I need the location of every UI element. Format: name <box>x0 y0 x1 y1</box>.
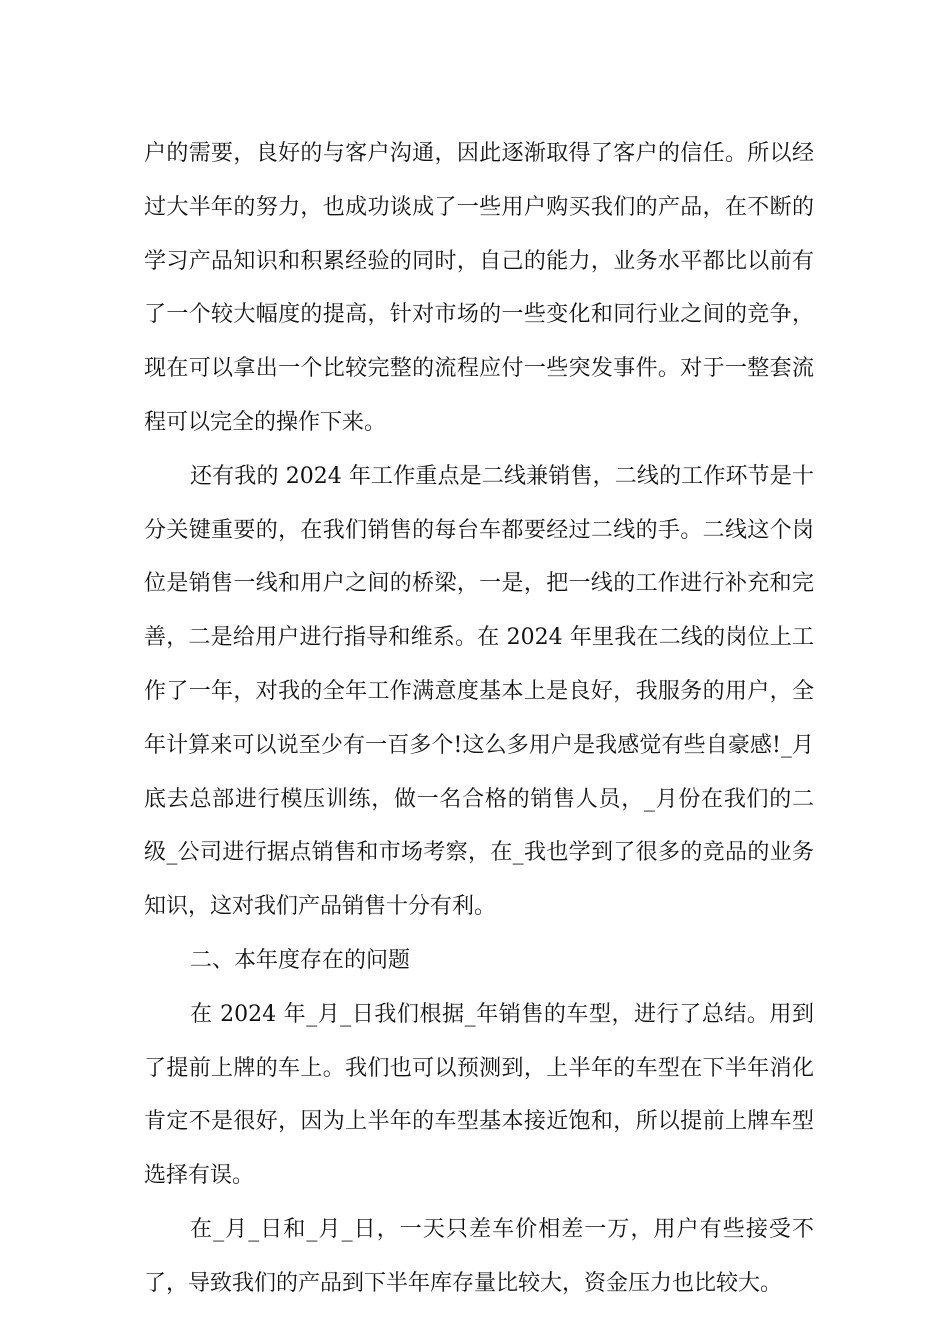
paragraph-second-line-sales: 还有我的 2024 年工作重点是二线兼销售，二线的工作环节是十分关键重要的，在我们销售的每台车都要经过二线的手。二线这个岗位是销售一线和用户之间的桥梁，一是，把一线的工作进行补充和完善，二是给用户进行指导和维系。在 2024 年里我在二线的岗位上工作了一年，对我的全年工作满意度基本上是良好，我服务的用户，全年计算来可以说至少有一百多个!这么多用户是我感觉有些自豪感!_月底去总部进行模压训练，做一名合格的销售人员，_月份在我们的二级_公司进行据点销售和市场考察，在_我也学到了很多的竞品的业务知识，这对我们产品销售十分有利。 <box>144 463 814 920</box>
paragraph-early-plate-summary: 在 2024 年_月_日我们根据_年销售的车型，进行了总结。用到了提前上牌的车上。我们也可以预测到，上半年的车型在下半年消化肯定不是很好，因为上半年的车型基本接近饱和，所以提前上牌车型选择有误。 <box>144 1001 814 1189</box>
section-heading-problems: 二、本年度存在的问题 <box>190 947 411 973</box>
paragraph-customer-trust: 户的需要，良好的与客户沟通，因此逐渐取得了客户的信任。所以经过大半年的努力，也成功谈成了一些用户购买我们的产品，在不断的学习产品知识和积累经验的同时，自己的能力，业务水平都比以前有了一个较大幅度的提高，针对市场的一些变化和同行业之间的竞争，现在可以拿出一个比较完整的流程应付一些突发事件。对于一整套流程可以完全的操作下来。 <box>144 141 814 435</box>
document-body <box>144 127 814 1311</box>
paragraph-price-gap: 在_月_日和_月_日，一天只差车价相差一万，用户有些接受不了，导致我们的产品到下半年库存量比较大，资金压力也比较大。 <box>144 1216 814 1296</box>
